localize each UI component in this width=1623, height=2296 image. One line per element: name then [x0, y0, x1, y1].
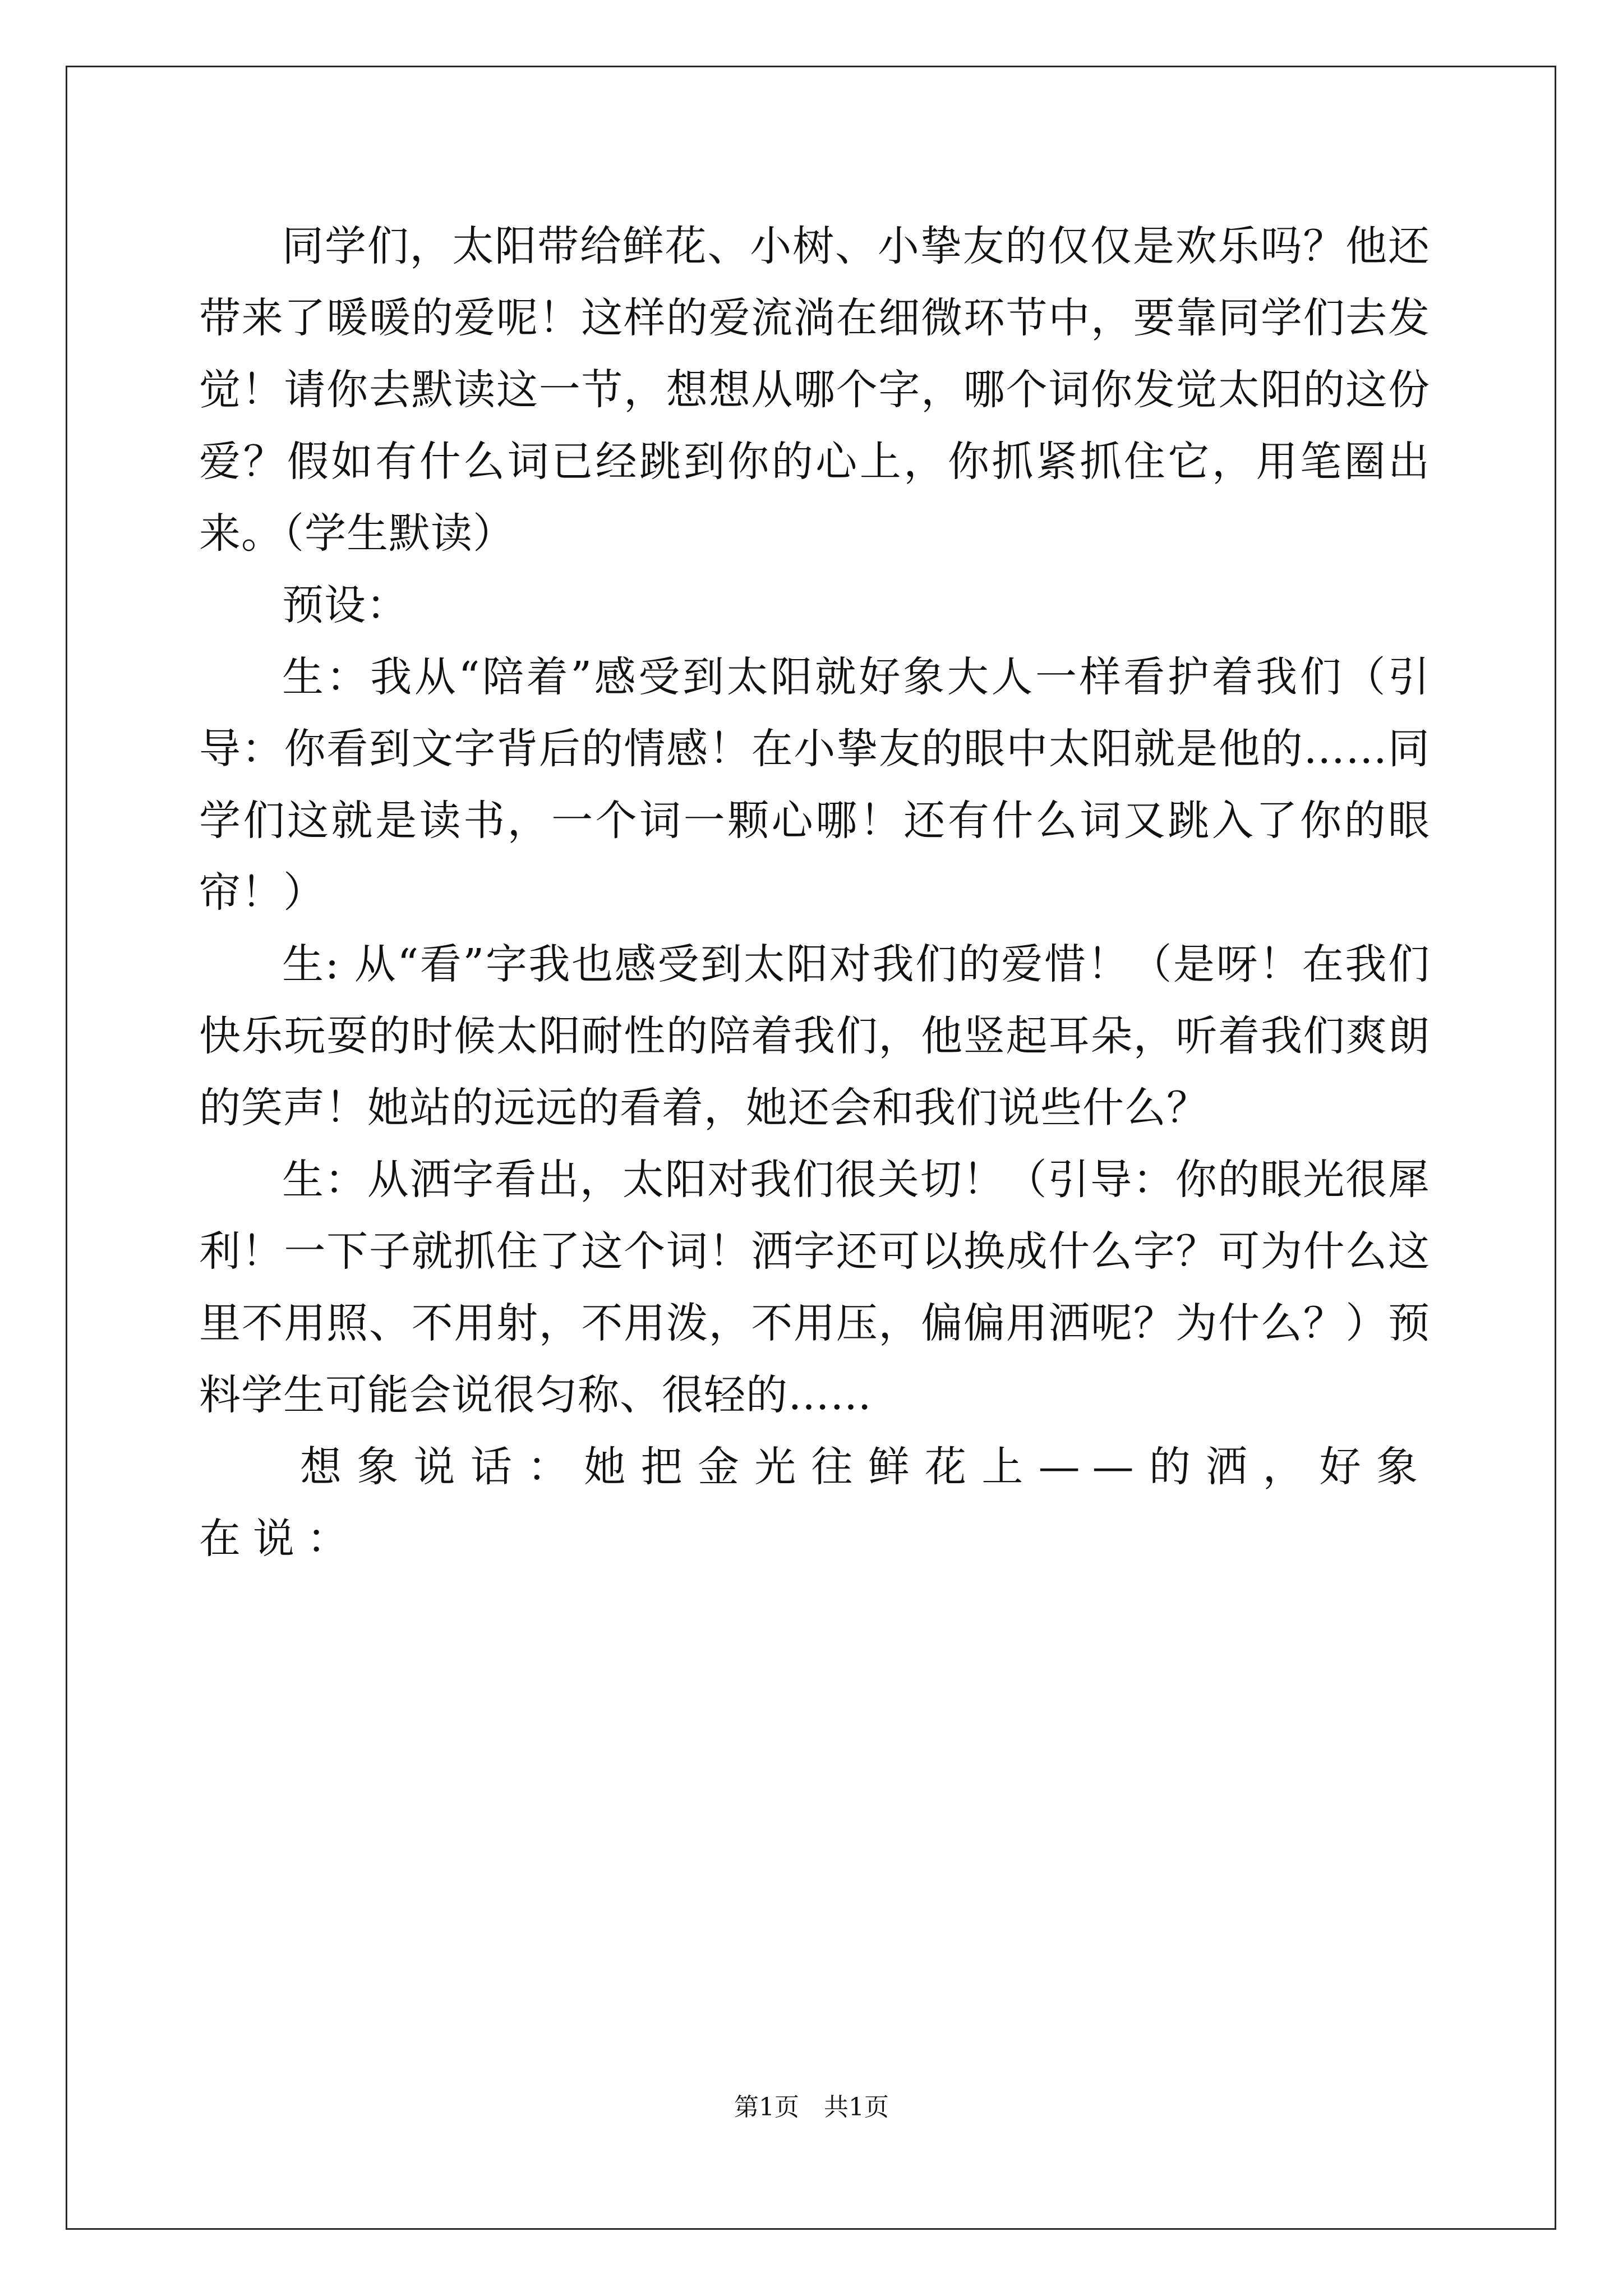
paragraph: 生：我从“陪着”感受到太阳就好象大人一样看护着我们（引导：你看到文字背后的情感！在小挚友的眼中太阳就是他的……同学们这就是读书，一个词一颗心哪！还有什么词又跳入了你的眼帘！） [199, 653, 1430, 917]
page-footer: 第1页 共1页 [734, 2093, 889, 2122]
document-body [199, 210, 1430, 1575]
paragraph: 想象说话：她把金光往鲜花上——的洒，好象在说： [199, 1443, 1430, 1563]
paragraph: 生: 从“看”字我也感受到太阳对我们的爱惜！（是呀！在我们快乐玩耍的时候太阳耐性的陪着我们，他竖起耳朵，听着我们爽朗的笑声！她站的远远的看着，她还会和我们说些什么？ [199, 940, 1430, 1132]
paragraph: 预设： [282, 581, 408, 629]
paragraph: 同学们，太阳带给鲜花、小树、小挚友的仅仅是欢乐吗？他还带来了暖暖的爱呢！这样的爱流淌在细微环节中，要靠同学们去发觉！请你去默读这一节，想想从哪个字，哪个词你发觉太阳的这份爱？假如有什么词已经跳到你的心上，你抓紧抓住它，用笔圈出来。（学生默读） [199, 222, 1430, 558]
paragraph: 生：从洒字看出，太阳对我们很关切！（引导：你的眼光很犀利！一下子就抓住了这个词！洒字还可以换成什么字？可为什么这里不用照、不用射，不用泼，不用压，偏偏用洒呢？为什么？）预料学生可能会说很匀称、很轻的…… [199, 1156, 1430, 1419]
